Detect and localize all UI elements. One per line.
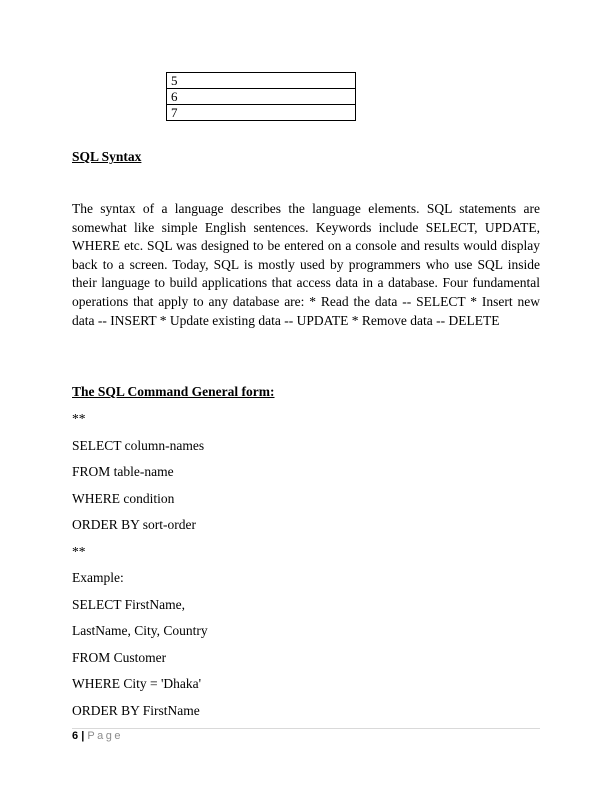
table-cell: 7 xyxy=(167,105,356,121)
table-cell: 6 xyxy=(167,89,356,105)
table-row xyxy=(167,105,356,121)
list-item: FROM table-name xyxy=(72,464,174,479)
list-item: WHERE condition xyxy=(72,490,175,506)
section-heading-sql-syntax: SQL Syntax xyxy=(72,149,142,164)
command-lines-list xyxy=(72,406,208,724)
table-cell: 5 xyxy=(167,73,356,89)
table-row xyxy=(167,73,356,89)
list-item: ORDER BY sort-order xyxy=(72,517,196,532)
list-item: Example: xyxy=(72,570,124,585)
page-label: Page xyxy=(87,730,124,742)
list-item: ORDER BY FirstName xyxy=(72,702,200,718)
number-table xyxy=(166,72,356,121)
list-item: FROM Customer xyxy=(72,649,167,665)
list-item: ** xyxy=(72,411,86,426)
table-row xyxy=(167,89,356,105)
section-heading-general-form: The SQL Command General form: xyxy=(72,384,275,399)
footer-divider xyxy=(72,728,540,729)
sql-syntax-paragraph: The syntax of a language describes the language elements. SQL statements are somewhat like simple English sentences. Keywords include SELECT, UPDATE, WHERE etc. SQL was designed to be entered on a console and results would display back to a screen. Today, SQL is mostly used by programmers who use SQL inside their language to build applications that access data in a database. Four fundamental operations that apply to any database are: * Read the data -- SELECT * Insert new data -- INSERT * Update existing data -- UPDATE * Remove data -- DELETE xyxy=(72,201,540,328)
footer-separator: | xyxy=(81,730,85,742)
page-number: 6 xyxy=(72,730,79,742)
page-footer xyxy=(72,729,123,743)
list-item: LastName, City, Country xyxy=(72,623,208,638)
list-item: SELECT FirstName, xyxy=(72,596,185,612)
list-item: ** xyxy=(72,543,86,559)
list-item: SELECT column-names xyxy=(72,437,205,453)
list-item: WHERE City = 'Dhaka' xyxy=(72,676,202,691)
